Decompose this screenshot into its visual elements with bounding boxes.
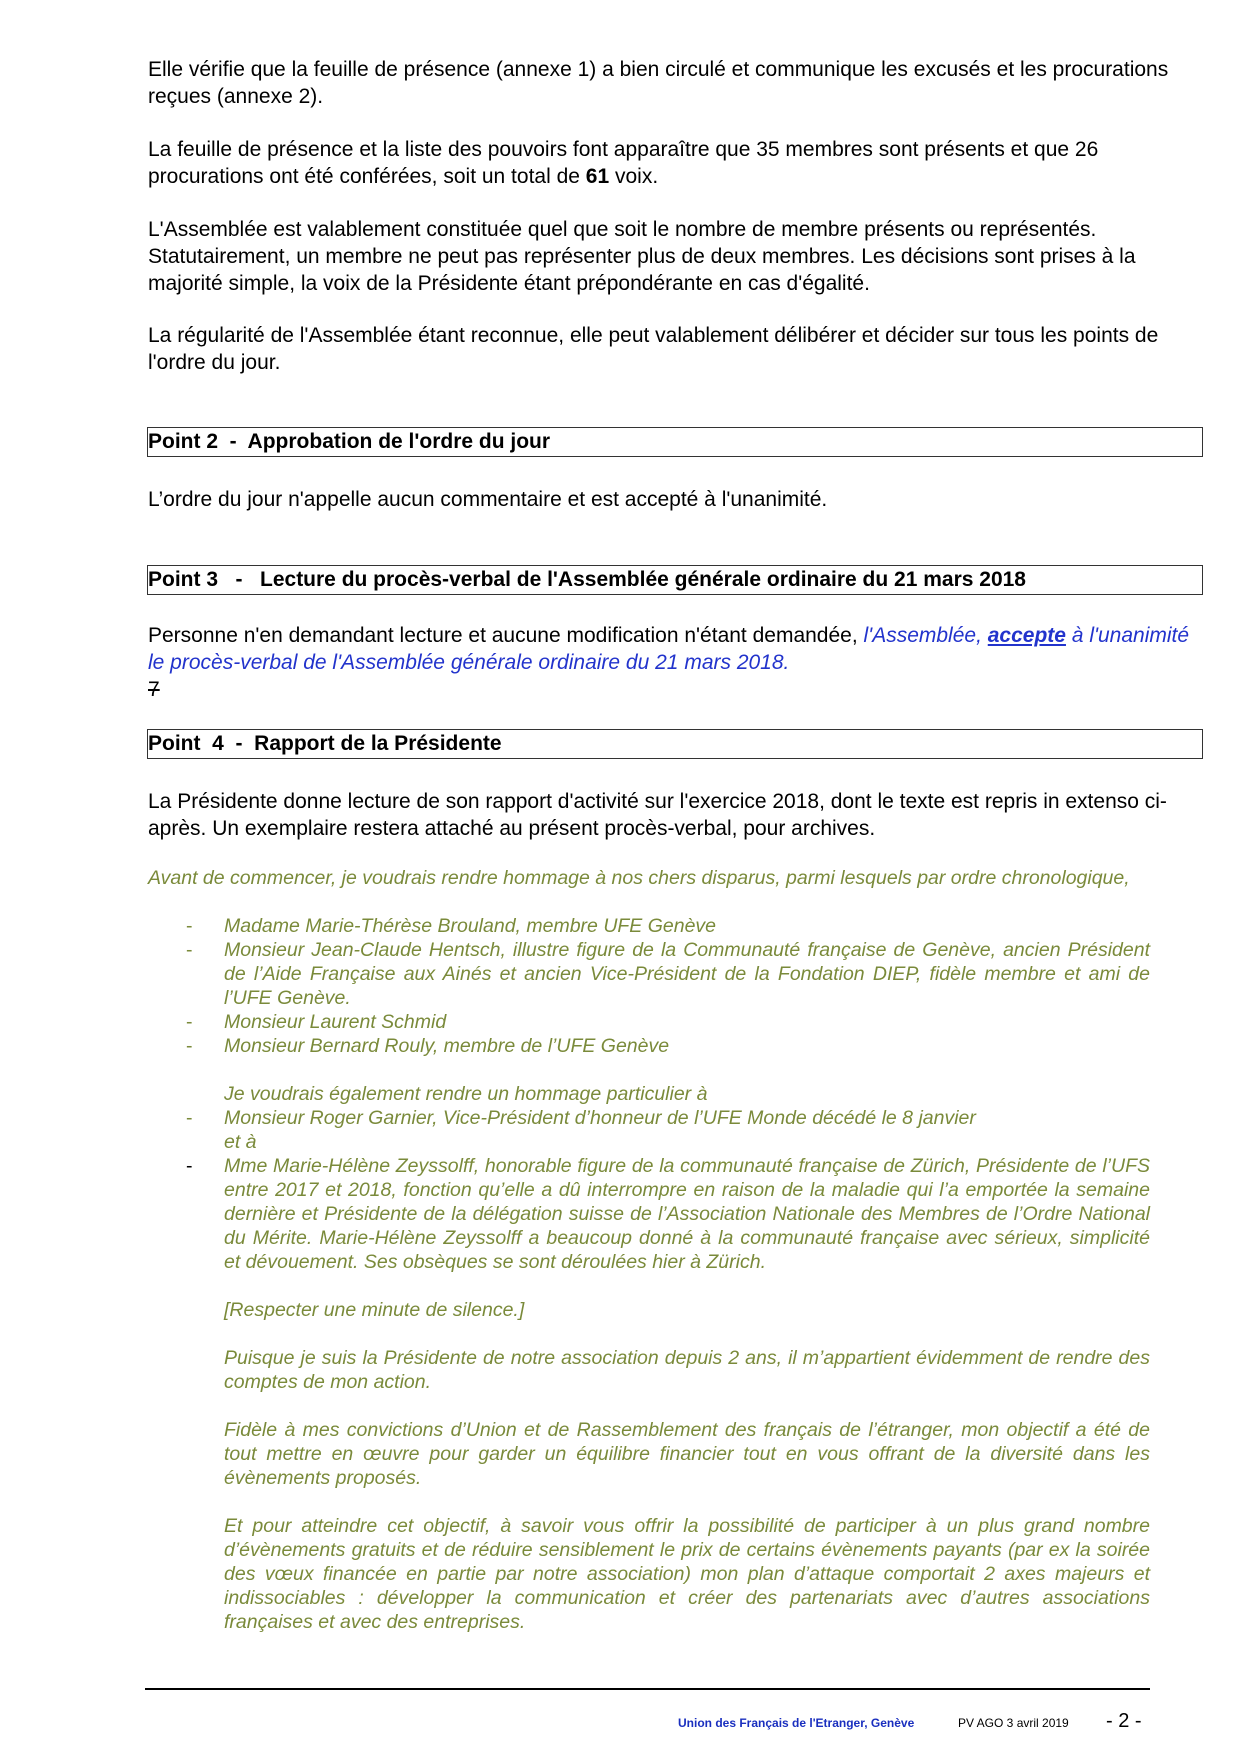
intro-paragraph-4: La régularité de l'Assemblée étant reconnue, elle peut valablement délibérer et décider sur tous les points de l'ordre du jour.	[148, 324, 1159, 374]
point-3-heading-box	[147, 565, 1203, 595]
point-3-heading: Point 3 - Lecture du procès-verbal de l'Assemblée générale ordinaire du 21 mars 2018	[148, 568, 1026, 591]
list-dash: -	[186, 915, 193, 937]
intro-paragraph-1: Elle vérifie que la feuille de présence (annexe 1) a bien circulé et communique les excusés et les procurations reçues (annexe 2).	[148, 58, 1169, 108]
footer-document-ref: PV AGO 3 avril 2019	[958, 1716, 1069, 1730]
point-4-heading-box	[147, 729, 1203, 759]
list-dash: -	[186, 1107, 193, 1129]
list-dash: -	[186, 1155, 193, 1177]
attendance-text-end: voix.	[609, 165, 659, 188]
tribute-item-2: Monsieur Jean-Claude Hentsch, illustre figure de la Communauté française de Genève, ancien Président de l’Aide Française aux Ainés et ancien Vice-Président de la Fondation DIEP, fidèle membre et ami de l’UFE Genève.	[224, 939, 1150, 1009]
tribute-item-4: Monsieur Bernard Rouly, membre de l’UFE Genève	[224, 1035, 670, 1057]
tribute-item-6: Mme Marie-Hélène Zeyssolff, honorable figure de la communauté française de Zürich, Présidente de l’UFS entre 2017 et 2018, fonction qu’elle a dû interrompre en raison de la maladie qui l’a emportée la semaine dernière et Présidente de la délégation suisse de l’Association Nationale des Membres de l’Ordre National du Mérite. Marie-Hélène Zeyssolff a beaucoup donné à la communauté française avec sérieux, simplicité et dévouement. Ses obsèques se sont déroulées hier à Zürich.	[224, 1155, 1150, 1273]
point-4-heading: Point 4 - Rapport de la Présidente	[148, 732, 502, 755]
struck-number: 7	[148, 678, 160, 701]
point-2-heading: Point 2 - Approbation de l'ordre du jour	[148, 430, 551, 453]
list-dash: -	[186, 1035, 193, 1057]
point-4-text: La Présidente donne lecture de son rapport d'activité sur l'exercice 2018, dont le texte est repris in extenso ci-après. Un exemplaire restera attaché au présent procès-verbal, pour archives.	[148, 790, 1167, 840]
footer-organization: Union des Français de l'Etranger, Genève	[678, 1716, 915, 1730]
report-opening: Avant de commencer, je voudrais rendre hommage à nos chers disparus, parmi lesquels par ordre chronologique,	[148, 867, 1130, 889]
point-2-heading-box	[147, 427, 1203, 457]
footer-rule	[145, 1688, 1150, 1690]
list-dash: -	[186, 939, 193, 961]
report-paragraph-2: Fidèle à mes convictions d’Union et de Rassemblement des français de l’étranger, mon objectif a été de tout mettre en œuvre pour garder un équilibre financier tout en vous offrant de la diversité dans les évènements proposés.	[224, 1419, 1150, 1489]
page-number: - 2 -	[1106, 1710, 1142, 1732]
tribute-item-1: Madame Marie-Thérèse Brouland, membre UFE Genève	[224, 915, 717, 937]
point-3-text	[148, 622, 1200, 703]
and-connector: et à	[224, 1131, 257, 1153]
point-2-text: L’ordre du jour n'appelle aucun commentaire et est accepté à l'unanimité.	[148, 488, 828, 511]
point-3-revision-text: l'Assemblée, accepte à l'unanimité le procès-verbal de l'Assemblée générale ordinaire du 21 mars 2018.	[148, 624, 1190, 674]
report-paragraph-1: Puisque je suis la Présidente de notre association depuis 2 ans, il m’appartient évidemment de rendre des comptes de mon action.	[224, 1347, 1150, 1393]
total-votes: 61	[585, 165, 610, 188]
tribute-item-3: Monsieur Laurent Schmid	[224, 1011, 447, 1033]
accepte-word: accepte	[987, 624, 1066, 647]
particular-tribute-intro: Je voudrais également rendre un hommage particulier à	[224, 1083, 708, 1105]
point-3-plain-text: Personne n'en demandant lecture et aucune modification n'étant demandée,	[148, 624, 864, 647]
tribute-item-5: Monsieur Roger Garnier, Vice-Président d’honneur de l’UFE Monde décédé le 8 janvier	[224, 1107, 976, 1129]
attendance-text: La feuille de présence et la liste des pouvoirs font apparaître que 35 membres sont présents et que 26 procurations ont été conférées, soit un total de	[148, 138, 1099, 188]
report-paragraph-3: Et pour atteindre cet objectif, à savoir vous offrir la possibilité de participer à un plus grand nombre d’évènements gratuits et de réduire sensiblement le prix de certains évènements payants (par ex la soirée des vœux financée en partie par notre association) mon plan d’attaque comportait 2 axes majeurs et indissociables : développer la communication et créer des partenariats avec d’autres associations françaises et avec des entreprises.	[224, 1515, 1150, 1633]
list-dash: -	[186, 1011, 193, 1033]
intro-paragraph-3: L'Assemblée est valablement constituée quel que soit le nombre de membre présents ou représentés. Statutairement, un membre ne peut pas représenter plus de deux membres. Les décisions sont prises à la majorité simple, la voix de la Présidente étant prépondérante en cas d'égalité.	[148, 218, 1136, 295]
intro-paragraph-2	[148, 136, 1200, 190]
silence-instruction: [Respecter une minute de silence.]	[224, 1299, 525, 1321]
